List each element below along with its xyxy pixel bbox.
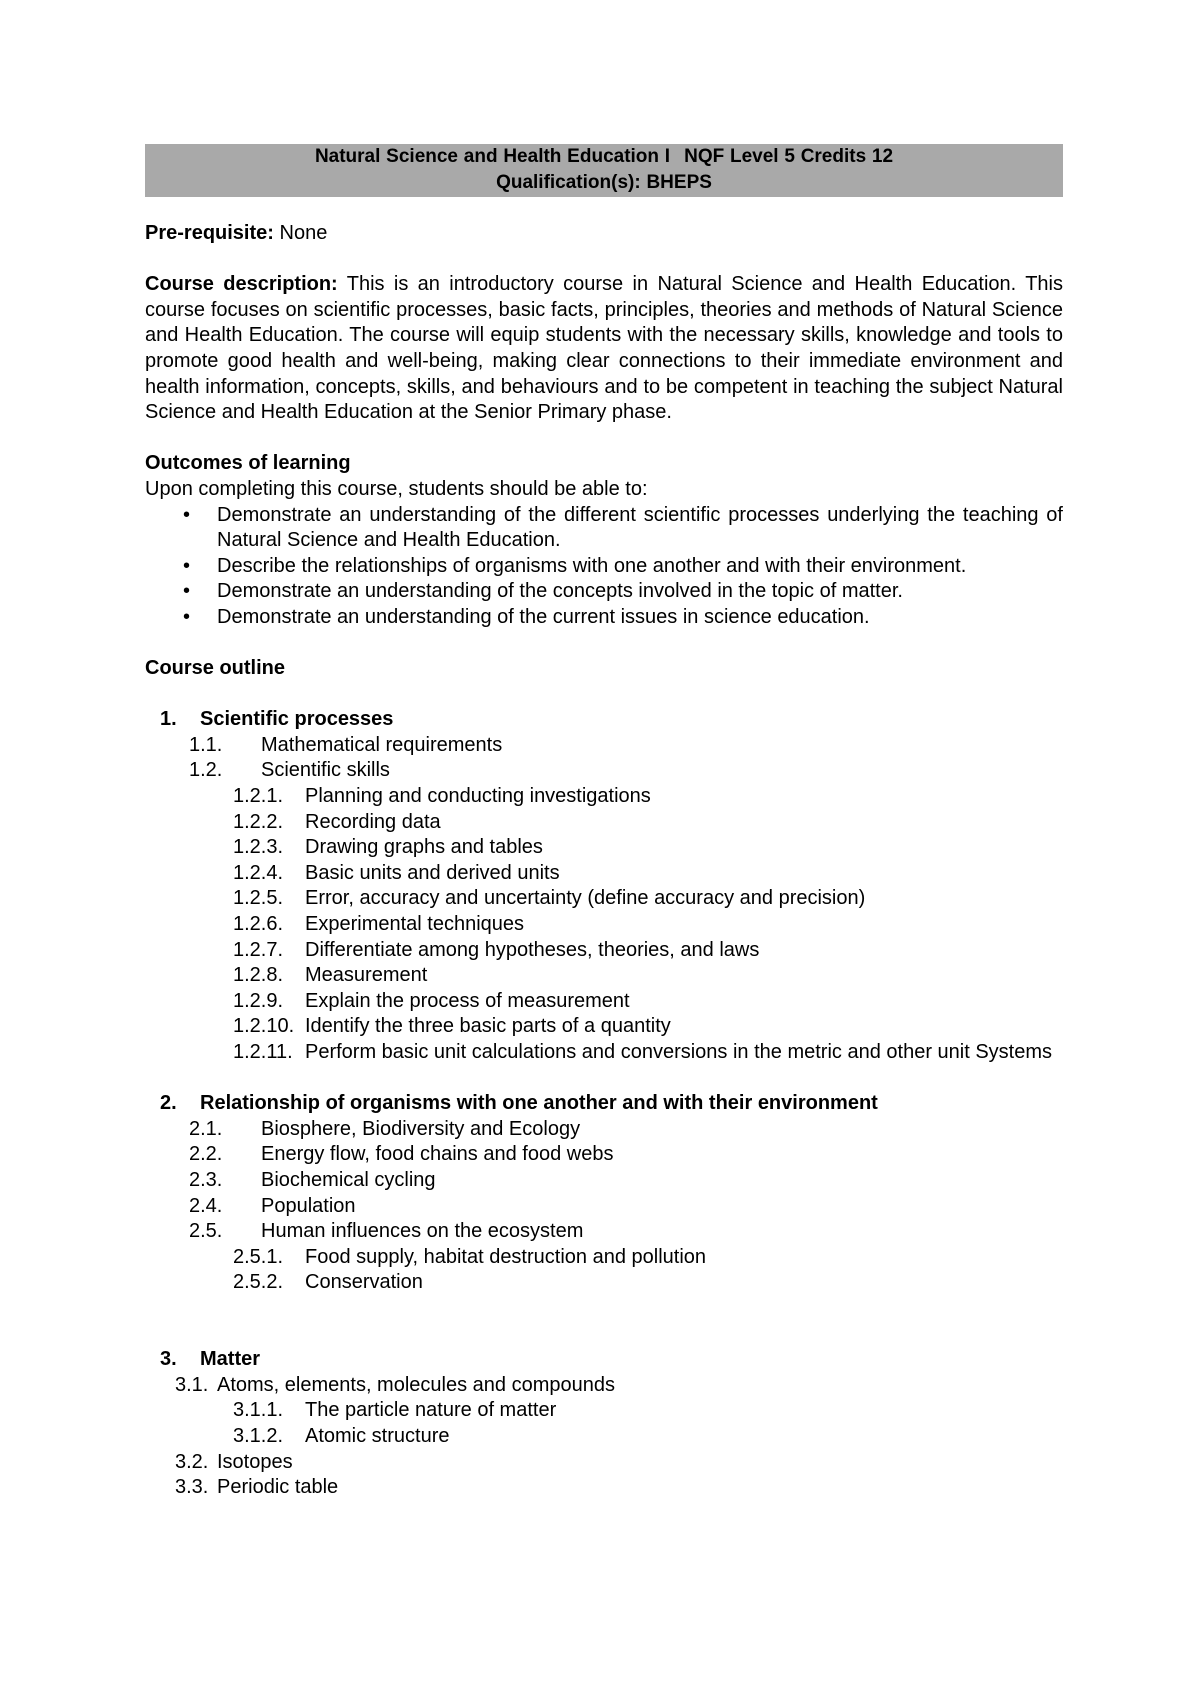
course-title: Natural Science and Health Education I xyxy=(314,146,671,167)
outline-item: 2.3. Biochemical cycling xyxy=(189,1168,436,1191)
outcomes-section xyxy=(145,451,1063,630)
outline-subitem: 2.5.2. Conservation xyxy=(233,1271,423,1294)
outline-item: 1.2. Scientific skills xyxy=(189,759,390,782)
bullet-icon: • xyxy=(183,605,191,628)
outline-item: 2.4. Population xyxy=(189,1194,356,1217)
outline-item: 3.3. Periodic table xyxy=(175,1476,339,1499)
list-item: • Describe the relationships of organisms with one another and with their environment. xyxy=(145,554,1063,580)
prerequisite-value: None xyxy=(279,222,328,244)
outline-subitem: 1.2.9. Explain the process of measurement xyxy=(233,989,630,1012)
prerequisite-label: Pre-requisite: xyxy=(145,222,274,244)
outline-heading: Course outline xyxy=(145,657,286,680)
outline-subitem: 1.2.3. Drawing graphs and tables xyxy=(233,836,543,859)
prerequisite xyxy=(145,221,1063,247)
outline-subitem: 1.2.5. Error, accuracy and uncertainty (define accuracy and precision) xyxy=(233,887,866,910)
outline-subitem: 1.2.8. Measurement xyxy=(233,964,428,987)
course-level: NQF Level 5 Credits 12 xyxy=(684,146,894,167)
outcomes-intro: Upon completing this course, students should be able to: xyxy=(145,477,648,500)
course-header xyxy=(145,144,1063,197)
outline-section-2 xyxy=(145,1091,1063,1296)
course-description xyxy=(145,272,1063,426)
list-item: • Demonstrate an understanding of the different scientific processes underlying the teaching of Natural Science and Health Education. xyxy=(183,503,1063,552)
outline-subitem: 1.2.7. Differentiate among hypotheses, theories, and laws xyxy=(233,938,760,961)
bullet-icon: • xyxy=(183,554,191,577)
bullet-icon: • xyxy=(183,580,191,603)
list-item: • Demonstrate an understanding of the concepts involved in the topic of matter. xyxy=(145,579,1063,605)
description-label: Course description: xyxy=(145,273,338,296)
outline-subitem: 1.2.6. Experimental techniques xyxy=(233,913,525,936)
outline-section-3 xyxy=(145,1347,1063,1501)
outcomes-list xyxy=(145,503,1063,631)
outline-section-1 xyxy=(145,707,1063,1065)
outline-subitem: 1.2.11. Perform basic unit calculations and conversions in the metric and other unit Systems xyxy=(233,1041,1053,1063)
course-title-line xyxy=(145,144,1063,170)
outline-subitem: 1.2.2. Recording data xyxy=(233,810,441,833)
list-item: • Demonstrate an understanding of the current issues in science education. xyxy=(145,605,1063,631)
outline-item: 2.5. Human influences on the ecosystem xyxy=(189,1220,584,1243)
document-page xyxy=(145,144,1063,1526)
outline-subitem: 3.1.1. The particle nature of matter xyxy=(233,1399,557,1422)
outline-subitem: 1.2.1. Planning and conducting investigations xyxy=(233,785,651,808)
outline-subitem: 2.5.1. Food supply, habitat destruction and pollution xyxy=(233,1245,707,1268)
description-text: This is an introductory course in Natural Science and Health Education. This course focuses on scientific processes, basic facts, principles, theories and methods of Natural Science and Health Education. The course will equip students with the necessary skills, knowledge and tools to promote good health and well-being, making clear connections to their immediate environment and health information, concepts, skills, and behaviours and to be competent in teaching the subject Natural Science and Health Education at the Senior Primary phase. xyxy=(145,273,1063,424)
outline-item: 3.1. Atoms, elements, molecules and compounds xyxy=(175,1373,615,1396)
outline-subitem: 1.2.10. Identify the three basic parts of a quantity xyxy=(233,1015,671,1038)
outline-subitem: 3.1.2. Atomic structure xyxy=(233,1424,450,1447)
outline-subitem: 1.2.4. Basic units and derived units xyxy=(233,861,560,884)
section-heading: 3. Matter xyxy=(160,1348,261,1371)
outline-item: 2.1. Biosphere, Biodiversity and Ecology xyxy=(189,1117,581,1140)
outline-item: 2.2. Energy flow, food chains and food webs xyxy=(189,1143,614,1166)
section-heading: 1. Scientific processes xyxy=(160,708,394,731)
section-heading: 2. Relationship of organisms with one another and with their environment xyxy=(160,1092,878,1115)
outcomes-heading: Outcomes of learning xyxy=(145,452,351,475)
course-qualification: Qualification(s): BHEPS xyxy=(496,172,712,193)
bullet-icon: • xyxy=(183,503,191,526)
outline-item: 1.1. Mathematical requirements xyxy=(189,733,503,756)
outline-item: 3.2. Isotopes xyxy=(175,1450,293,1473)
